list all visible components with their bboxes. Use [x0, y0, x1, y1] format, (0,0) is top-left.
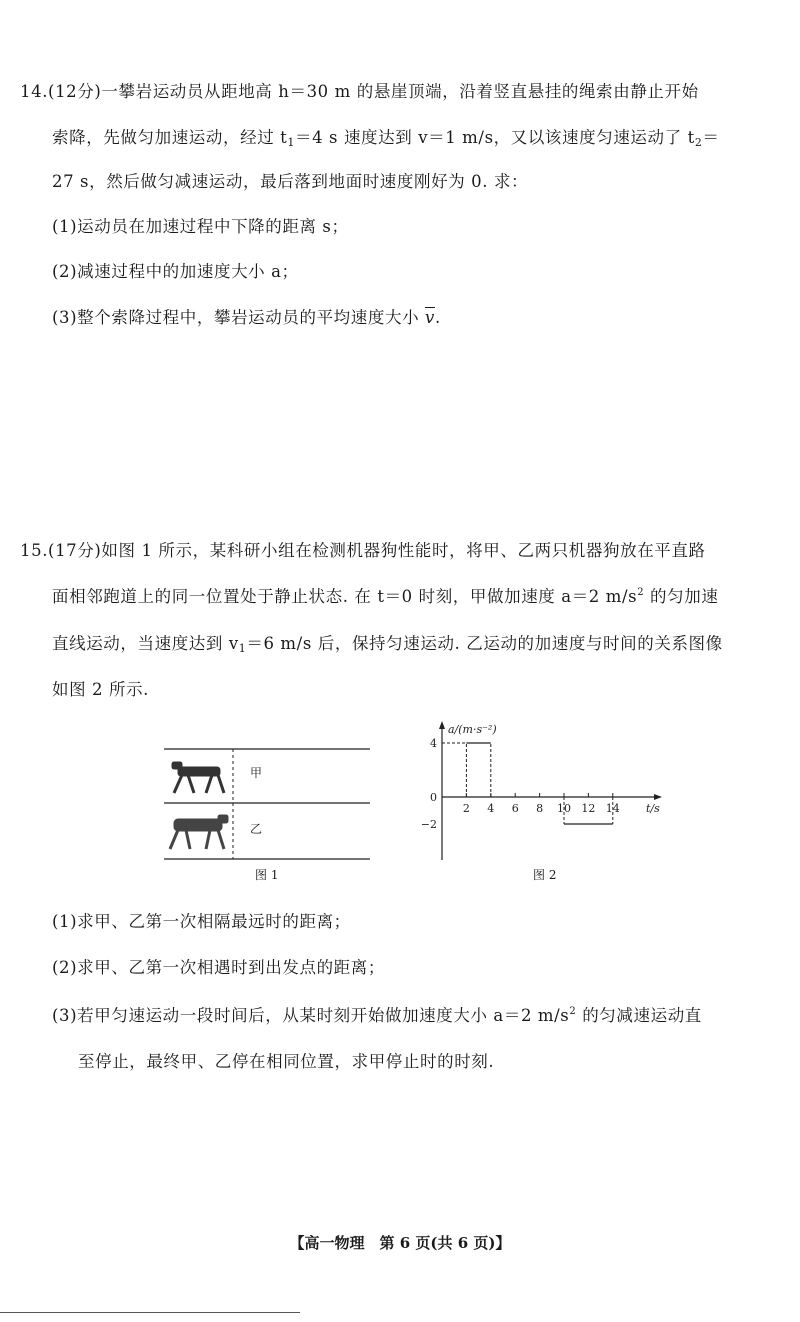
- lane-label-yi: 乙: [250, 822, 263, 836]
- x-tick-label: 2: [462, 802, 470, 815]
- q15-sub2: (2)求甲、乙第一次相遇时到出发点的距离；: [52, 958, 385, 977]
- x-tick-label: 6: [511, 802, 519, 815]
- x-tick-label: 8: [536, 802, 544, 815]
- q15-line2: 面相邻跑道上的同一位置处于静止状态. 在 t＝0 时刻，甲做加速度 a＝2 $m/s^2$ 的匀加速: [52, 587, 719, 606]
- lane-label-jia: 甲: [250, 766, 263, 780]
- q14-line1: 14.(12分)一攀岩运动员从距地高 h＝30 m 的悬崖顶端，沿着竖直悬挂的绳索由静止开始: [20, 82, 699, 101]
- x-axis-arrow: [654, 794, 662, 800]
- y-tick-label: 4: [430, 737, 437, 750]
- y-axis-arrow: [439, 721, 445, 729]
- robot-dog-jia-icon: [172, 762, 224, 793]
- figure-2-chart: [420, 715, 670, 865]
- figure-1-caption: 图 1: [255, 868, 279, 882]
- x-tick-label: 4: [487, 802, 495, 815]
- y-tick-label: −2: [420, 818, 437, 831]
- q15-sub3: (3)若甲匀速运动一段时间后，从某时刻开始做加速度大小 a＝2 $m/s^2$ 的匀减速运动直: [52, 1006, 702, 1025]
- figure-2-caption: 图 2: [533, 868, 557, 882]
- q15-sub1: (1)求甲、乙第一次相隔最远时的距离；: [52, 912, 351, 931]
- x-tick-label: 12: [581, 802, 596, 815]
- y-axis-label: a/(m·s⁻²): [448, 723, 497, 736]
- x-tick-label: 14: [605, 802, 620, 815]
- q15-sub3-cont: 至停止，最终甲、乙停在相同位置，求甲停止时的时刻.: [78, 1052, 495, 1071]
- q15-line3: 直线运动，当速度达到 $v_1=6$ m/s 后，保持匀速运动. 乙运动的加速度与时间的关系图像: [52, 634, 723, 655]
- y-tick-label: 0: [430, 791, 437, 804]
- q14-line2: 索降，先做匀加速运动，经过 $t_1=4$ s 速度达到 v＝1 m/s，又以该速度匀速运动了 $t_2=$: [52, 128, 720, 149]
- x-tick-label: 10: [557, 802, 571, 815]
- robot-dog-yi-icon: [170, 815, 228, 849]
- q14-sub1: (1)运动员在加速过程中下降的距离 s；: [52, 217, 349, 236]
- q14-sub3: (3)整个索降过程中，攀岩运动员的平均速度大小 $\overline{v}$.: [52, 308, 441, 327]
- q15-line1: 15.(17分)如图 1 所示，某科研小组在检测机器狗性能时，将甲、乙两只机器狗放在平直路: [20, 541, 706, 560]
- q14-sub2: (2)减速过程中的加速度大小 a；: [52, 262, 299, 281]
- q15-line4: 如图 2 所示.: [52, 680, 150, 699]
- q14-line3: 27 s，然后做匀减速运动，最后落到地面时速度刚好为 0. 求：: [52, 172, 529, 191]
- bottom-rule: [0, 1312, 300, 1313]
- figure-1: [160, 745, 375, 865]
- page-footer: 【高一物理 第 6 页(共 6 页)】: [289, 1234, 511, 1252]
- x-axis-label: t/s: [646, 802, 660, 815]
